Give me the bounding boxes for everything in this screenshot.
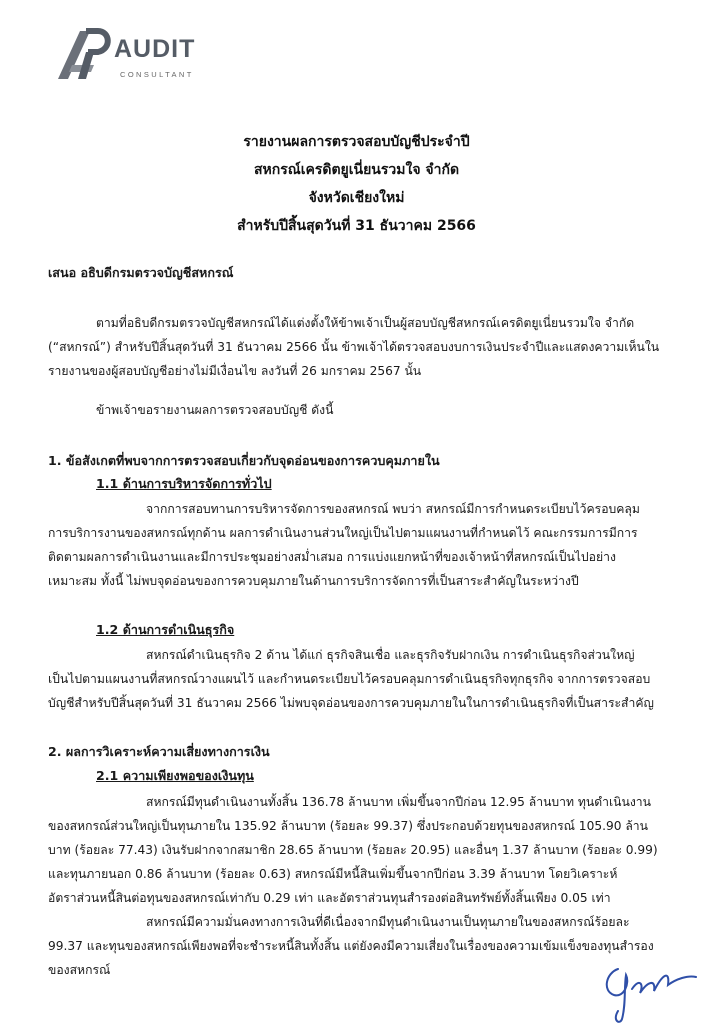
section-2-1-conclusion-line: ของสหกรณ์ [48, 963, 111, 977]
logo-sub-text: CONSULTANT [120, 70, 194, 79]
report-title [0, 128, 713, 240]
section-2-1-heading: 2.1 ความเพียงพอของเงินทุน [96, 768, 254, 783]
section-1-2-heading: 1.2 ด้านการดำเนินธุรกิจ [96, 622, 235, 637]
section-2-1-line: และทุนภายนอก 0.86 ล้านบาท (ร้อยละ 0.63) สหกรณ์มีหนี้สินเพิ่มขึ้นจากปีก่อน 3.39 ล้านบาท โดยวิเคราะห์ [48, 867, 618, 881]
ap-logo-mark-icon [50, 25, 112, 83]
section-2-1-conclusion-line: สหกรณ์มีความมั่นคงทางการเงินที่ดีเนื่องจากมีทุนดำเนินงานเป็นทุนภายในของสหกรณ์ร้อยละ [146, 915, 630, 929]
section-1-1-line: การบริการงานของสหกรณ์ทุกด้าน ผลการดำเนินงานส่วนใหญ่เป็นไปตามแผนงานที่กำหนดไว้ คณะกรรมการมีการ [48, 526, 638, 540]
addressee: เสนอ อธิบดีกรมตรวจบัญชีสหกรณ์ [48, 265, 234, 280]
title-line-3: จังหวัดเชียงใหม่ [308, 190, 405, 206]
section-2-1-line: บาท (ร้อยละ 77.43) เงินรับฝากจากสมาชิก 28.65 ล้านบาท (ร้อยละ 20.95) และอื่นๆ 1.37 ล้านบาท (ร้อยละ 0.99) [48, 843, 658, 857]
section-1-1-heading: 1.1 ด้านการบริหารจัดการทั่วไป [96, 476, 272, 491]
section-1-2-line: เป็นไปตามแผนงานที่สหกรณ์วางแผนไว้ และกำหนดระเบียบไว้ครอบคลุมการดำเนินธุรกิจทุกธุรกิจ จากการตรวจสอบ [48, 672, 651, 686]
company-logo [50, 25, 220, 85]
signature-icon [596, 955, 706, 1025]
section-2-1-line: ของสหกรณ์ส่วนใหญ่เป็นทุนภายใน 135.92 ล้านบาท (ร้อยละ 99.37) ซึ่งประกอบด้วยทุนของสหกรณ์ 105.90 ล้าน [48, 819, 648, 833]
section-2-1-conclusion-line: 99.37 และทุนของสหกรณ์เพียงพอที่จะชำระหนี้สินทั้งสิ้น แต่ยังคงมีความเสี่ยงในเรื่องของความเข้มแข็งของทุนสำรอง [48, 939, 654, 953]
intro-statement: ข้าพเจ้าขอรายงานผลการตรวจสอบบัญชี ดังนี้ [96, 403, 334, 417]
logo-brand-text: AUDIT [114, 35, 196, 63]
intro-line: รายงานของผู้สอบบัญชีอย่างไม่มีเงื่อนไข ลงวันที่ 26 มกราคม 2567 นั้น [48, 364, 422, 378]
section-1-1-line: เหมาะสม ทั้งนี้ ไม่พบจุดอ่อนของการควบคุมภายในด้านการบริการจัดการที่เป็นสาระสำคัญในระหว่างปี [48, 574, 579, 588]
section-1-2-line: สหกรณ์ดำเนินธุรกิจ 2 ด้าน ได้แก่ ธุรกิจสินเชื่อ และธุรกิจรับฝากเงิน การดำเนินธุรกิจส่วนใหญ่ [146, 648, 635, 662]
section-1-heading: 1. ข้อสังเกตที่พบจากการตรวจสอบเกี่ยวกับจุดอ่อนของการควบคุมภายใน [48, 453, 440, 468]
intro-line: (“สหกรณ์”) สำหรับปีสิ้นสุดวันที่ 31 ธันวาคม 2566 นั้น ข้าพเจ้าได้ตรวจสอบงบการเงินประจำปีและแสดงความเห็นใน [48, 340, 660, 354]
section-1-2-line: บัญชีสำหรับปีสิ้นสุดวันที่ 31 ธันวาคม 2566 ไม่พบจุดอ่อนของการควบคุมภายในในการดำเนินธุรกิจที่เป็นสาระสำคัญ [48, 696, 654, 710]
section-2-heading: 2. ผลการวิเคราะห์ความเสี่ยงทางการเงิน [48, 744, 270, 759]
section-1-1-line: ติดตามผลการดำเนินงานและมีการประชุมอย่างสม่ำเสมอ การแบ่งแยกหน้าที่ของเจ้าหน้าที่สหกรณ์เป็นไปอย่าง [48, 550, 616, 564]
section-1-1-line: จากการสอบทานการบริหารจัดการของสหกรณ์ พบว่า สหกรณ์มีการกำหนดระเบียบไว้ครอบคลุม [146, 502, 640, 516]
title-line-4: สำหรับปีสิ้นสุดวันที่ 31 ธันวาคม 2566 [237, 218, 476, 234]
title-line-1: รายงานผลการตรวจสอบบัญชีประจำปี [243, 134, 470, 150]
intro-line: ตามที่อธิบดีกรมตรวจบัญชีสหกรณ์ได้แต่งตั้งให้ข้าพเจ้าเป็นผู้สอบบัญชีสหกรณ์เครดิตยูเนี่ยนรวมใจ จำกัด [96, 316, 635, 330]
title-line-2: สหกรณ์เครดิตยูเนี่ยนรวมใจ จำกัด [253, 162, 460, 178]
section-2-1-line: อัตราส่วนหนี้สินต่อทุนของสหกรณ์เท่ากับ 0.29 เท่า และอัตราส่วนทุนสำรองต่อสินทรัพย์ทั้งสิ้นเพียง 0.05 เท่า [48, 891, 611, 905]
section-2-1-line: สหกรณ์มีทุนดำเนินงานทั้งสิ้น 136.78 ล้านบาท เพิ่มขึ้นจากปีก่อน 12.95 ล้านบาท ทุนดำเนินงาน [146, 795, 651, 809]
